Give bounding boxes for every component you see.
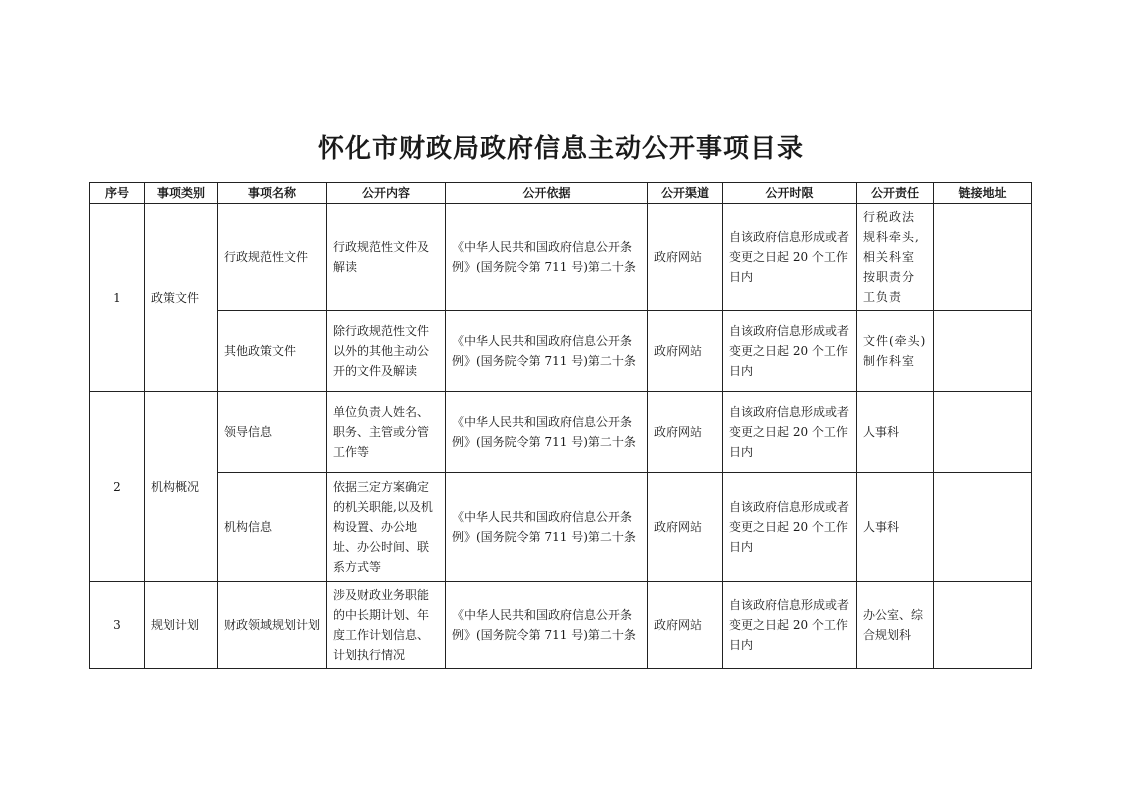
cell-content: 除行政规范性文件以外的其他主动公开的文件及解读 bbox=[327, 311, 446, 392]
page-title: 怀化市财政局政府信息主动公开事项目录 bbox=[317, 134, 804, 164]
cell-content: 涉及财政业务职能的中长期计划、年度工作计划信息、计划执行情况 bbox=[327, 582, 446, 669]
header-category: 事项类别 bbox=[145, 183, 218, 204]
cell-link bbox=[934, 311, 1032, 392]
cell-seq: 3 bbox=[90, 582, 145, 669]
cell-content: 行政规范性文件及解读 bbox=[327, 204, 446, 311]
disclosure-catalog-table bbox=[89, 182, 1032, 669]
cell-basis: 《中华人民共和国政府信息公开条例》(国务院令第 711 号)第二十条 bbox=[446, 473, 648, 582]
cell-channel: 政府网站 bbox=[648, 311, 723, 392]
cell-basis: 《中华人民共和国政府信息公开条例》(国务院令第 711 号)第二十条 bbox=[446, 311, 648, 392]
header-seq: 序号 bbox=[90, 183, 145, 204]
cell-responsibility: 行税政法规科牵头,相关科室按职责分工负责 bbox=[857, 204, 934, 311]
cell-responsibility: 文件(牵头)制作科室 bbox=[857, 311, 934, 392]
cell-deadline: 自该政府信息形成或者变更之日起 20 个工作日内 bbox=[723, 204, 857, 311]
cell-item-name: 机构信息 bbox=[218, 473, 327, 582]
table-row bbox=[90, 582, 1032, 669]
header-basis: 公开依据 bbox=[446, 183, 648, 204]
table-row bbox=[90, 204, 1032, 311]
cell-basis: 《中华人民共和国政府信息公开条例》(国务院令第 711 号)第二十条 bbox=[446, 392, 648, 473]
cell-seq: 2 bbox=[90, 392, 145, 582]
cell-category: 机构概况 bbox=[145, 392, 218, 582]
header-responsibility: 公开责任 bbox=[857, 183, 934, 204]
cell-item-name: 领导信息 bbox=[218, 392, 327, 473]
header-channel: 公开渠道 bbox=[648, 183, 723, 204]
cell-deadline: 自该政府信息形成或者变更之日起 20 个工作日内 bbox=[723, 392, 857, 473]
cell-link bbox=[934, 204, 1032, 311]
cell-basis: 《中华人民共和国政府信息公开条例》(国务院令第 711 号)第二十条 bbox=[446, 582, 648, 669]
cell-responsibility: 人事科 bbox=[857, 392, 934, 473]
cell-content: 单位负责人姓名、职务、主管或分管工作等 bbox=[327, 392, 446, 473]
cell-channel: 政府网站 bbox=[648, 473, 723, 582]
cell-basis: 《中华人民共和国政府信息公开条例》(国务院令第 711 号)第二十条 bbox=[446, 204, 648, 311]
cell-item-name: 行政规范性文件 bbox=[218, 204, 327, 311]
header-link: 链接地址 bbox=[934, 183, 1032, 204]
table-header-row bbox=[90, 183, 1032, 204]
cell-channel: 政府网站 bbox=[648, 582, 723, 669]
cell-deadline: 自该政府信息形成或者变更之日起 20 个工作日内 bbox=[723, 311, 857, 392]
cell-channel: 政府网站 bbox=[648, 204, 723, 311]
cell-item-name: 其他政策文件 bbox=[218, 311, 327, 392]
cell-responsibility: 办公室、综合规划科 bbox=[857, 582, 934, 669]
cell-category: 规划计划 bbox=[145, 582, 218, 669]
cell-content: 依据三定方案确定的机关职能,以及机构设置、办公地址、办公时间、联系方式等 bbox=[327, 473, 446, 582]
cell-category: 政策文件 bbox=[145, 204, 218, 392]
header-content: 公开内容 bbox=[327, 183, 446, 204]
cell-deadline: 自该政府信息形成或者变更之日起 20 个工作日内 bbox=[723, 473, 857, 582]
cell-seq: 1 bbox=[90, 204, 145, 392]
cell-channel: 政府网站 bbox=[648, 392, 723, 473]
cell-deadline: 自该政府信息形成或者变更之日起 20 个工作日内 bbox=[723, 582, 857, 669]
cell-link bbox=[934, 582, 1032, 669]
cell-responsibility: 人事科 bbox=[857, 473, 934, 582]
table-row bbox=[90, 311, 1032, 392]
cell-link bbox=[934, 392, 1032, 473]
header-item-name: 事项名称 bbox=[218, 183, 327, 204]
header-deadline: 公开时限 bbox=[723, 183, 857, 204]
cell-link bbox=[934, 473, 1032, 582]
table-row bbox=[90, 473, 1032, 582]
table-row bbox=[90, 392, 1032, 473]
cell-item-name: 财政领域规划计划 bbox=[218, 582, 327, 669]
